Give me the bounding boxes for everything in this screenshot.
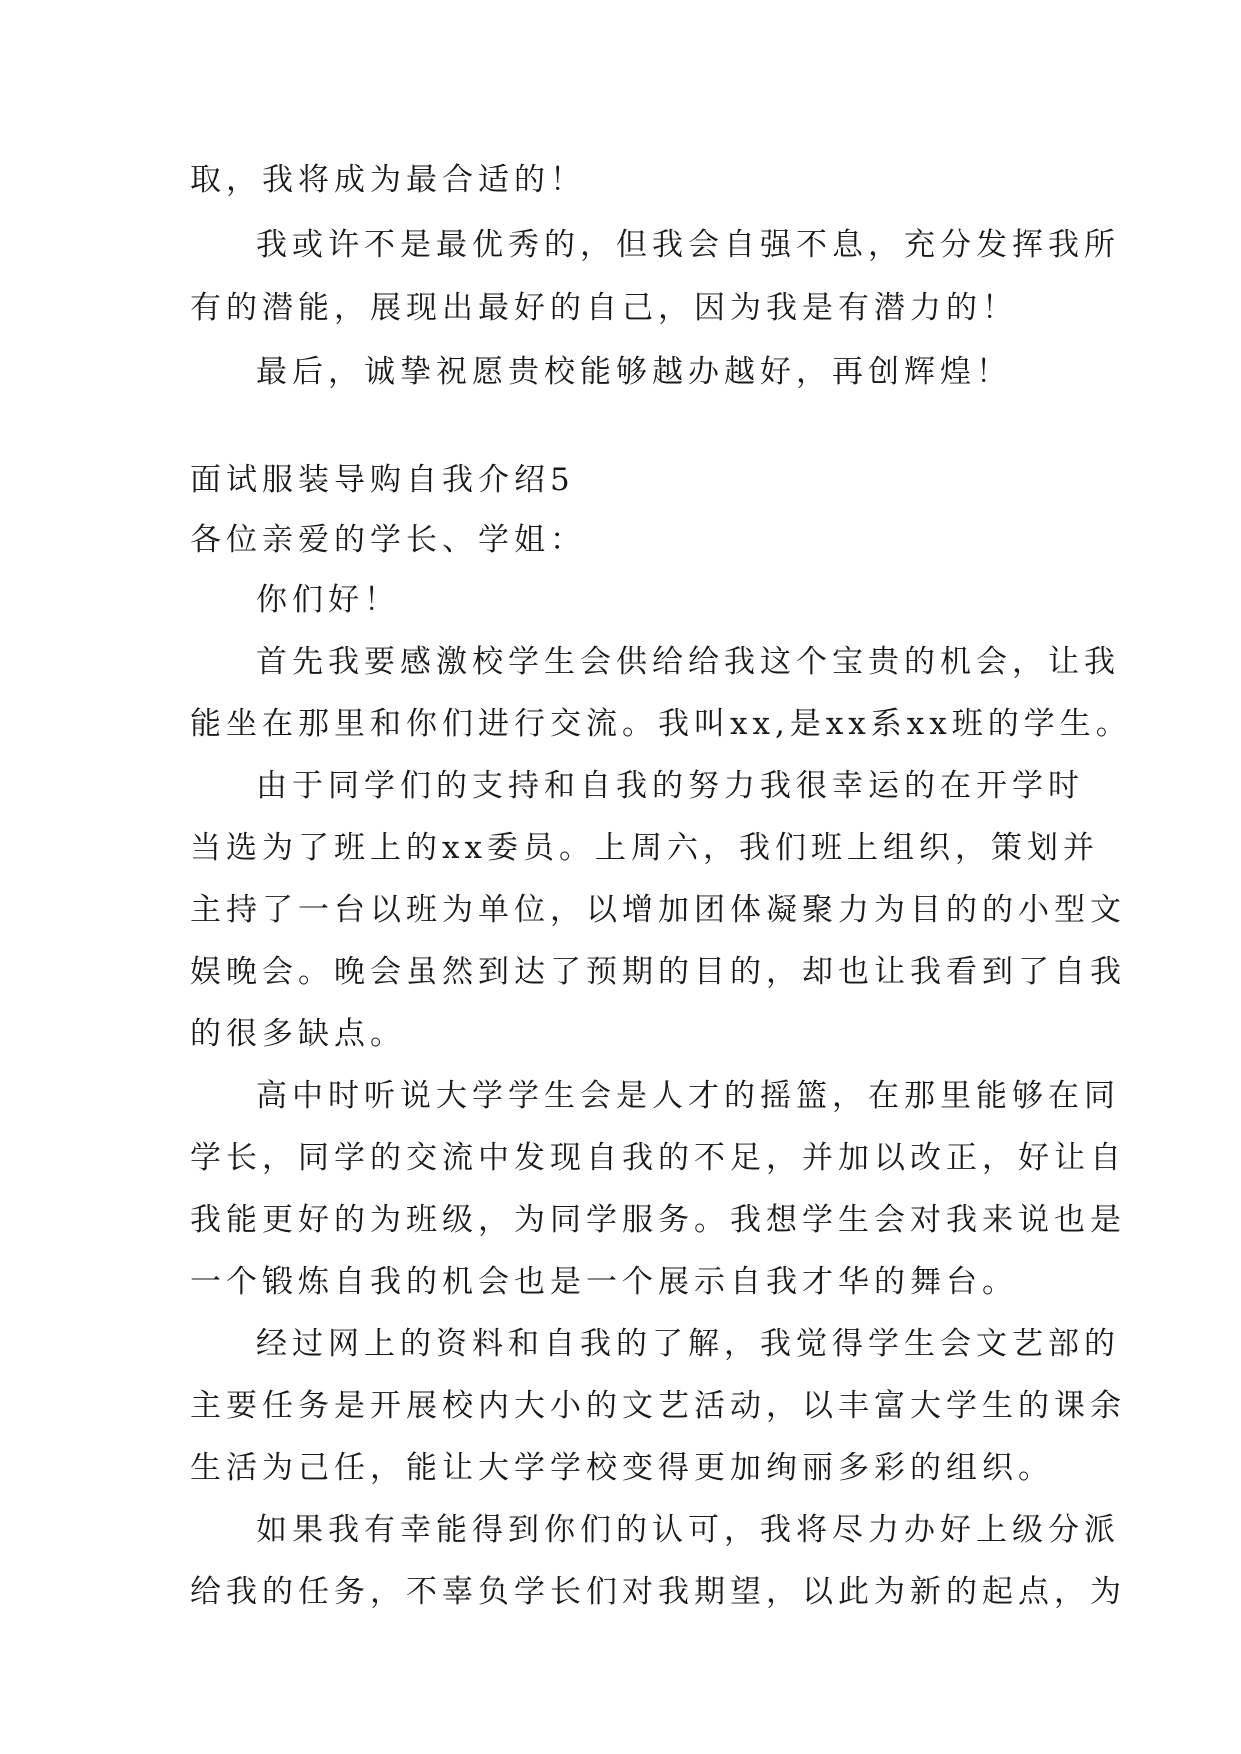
paragraph-line: 如果我有幸能得到你们的认可，我将尽力办好上级分派 <box>256 1512 1120 1548</box>
section-title: 面试服装导购自我介绍5 <box>190 462 575 498</box>
paragraph-line: 最后，诚挚祝愿贵校能够越办越好，再创辉煌！ <box>256 354 1012 390</box>
paragraph-line: 我或许不是最优秀的，但我会自强不息，充分发挥我所 <box>256 227 1120 263</box>
paragraph-line: 的很多缺点。 <box>190 1016 406 1052</box>
paragraph-line: 娱晚会。晚会虽然到达了预期的目的，却也让我看到了自我 <box>190 954 1126 990</box>
paragraph-line: 主要任务是开展校内大小的文艺活动，以丰富大学生的课余 <box>190 1388 1126 1424</box>
paragraph-line: 能坐在那里和你们进行交流。我叫xx,是xx系xx班的学生。 <box>190 706 1132 742</box>
paragraph-line: 首先我要感激校学生会供给给我这个宝贵的机会，让我 <box>256 644 1120 680</box>
paragraph-line: 主持了一台以班为单位，以增加团体凝聚力为目的的小型文 <box>190 892 1126 928</box>
paragraph-line: 我能更好的为班级，为同学服务。我想学生会对我来说也是 <box>190 1202 1126 1238</box>
paragraph-line: 高中时听说大学学生会是人才的摇篮，在那里能够在同 <box>256 1078 1120 1114</box>
salutation: 各位亲爱的学长、学姐： <box>190 522 586 558</box>
paragraph-line: 经过网上的资料和自我的了解，我觉得学生会文艺部的 <box>256 1326 1120 1362</box>
paragraph-line: 当选为了班上的xx委员。上周六，我们班上组织，策划并 <box>190 830 1099 866</box>
paragraph-line: 给我的任务，不辜负学长们对我期望，以此为新的起点，为 <box>190 1574 1126 1610</box>
paragraph-line: 由于同学们的支持和自我的努力我很幸运的在开学时 <box>256 768 1084 804</box>
paragraph-line: 学长，同学的交流中发现自我的不足，并加以改正，好让自 <box>190 1140 1126 1176</box>
greeting: 你们好！ <box>256 582 400 618</box>
paragraph-line: 取，我将成为最合适的！ <box>190 162 586 198</box>
paragraph-line: 生活为己任，能让大学学校变得更加绚丽多彩的组织。 <box>190 1450 1054 1486</box>
paragraph-line: 有的潜能，展现出最好的自己，因为我是有潜力的！ <box>190 290 1018 326</box>
paragraph-line: 一个锻炼自我的机会也是一个展示自我才华的舞台。 <box>190 1264 1018 1300</box>
